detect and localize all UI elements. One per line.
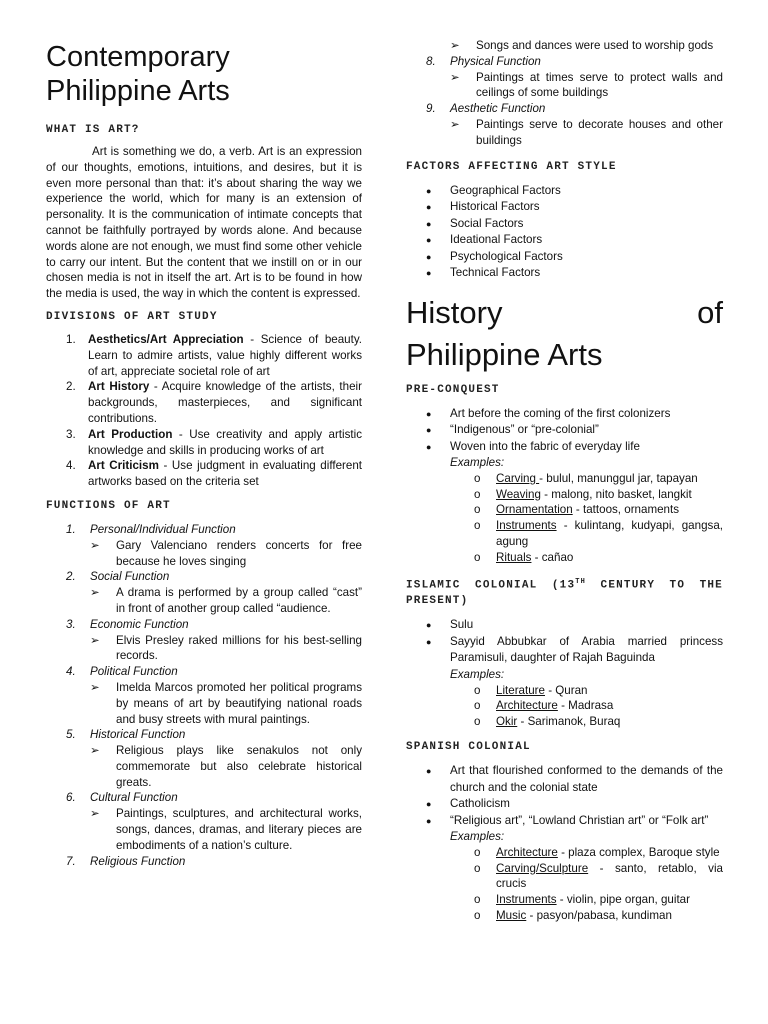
example-item: o Instruments - violin, pipe organ, guitar [474,893,690,907]
bullet-icon: ● [426,799,432,809]
list-item: 4. Art Criticism - Use judgment in evaluating different artworks based on the criteria set [66,459,362,489]
bullet-icon: ● [426,185,432,196]
function-item: 6. Cultural Function [66,791,178,805]
section-heading-spanish: SPANISH COLONIAL [406,741,531,753]
bullet-icon: ● [426,425,432,436]
bullet-icon: ● [426,251,432,262]
function-example: ➢ Paintings serve to decorate houses and other buildings [450,117,723,147]
circle-bullet-icon: o [474,908,481,922]
circle-bullet-icon: o [474,519,481,533]
list-item: ● Catholicism [426,796,723,813]
arrow-bullet-icon: ➢ [90,586,100,600]
arrow-bullet-icon: ➢ [90,538,100,552]
factors-list [406,183,723,282]
function-item: 8. Physical Function [426,54,541,68]
bullet-icon: ● [426,815,432,826]
arrow-bullet-icon: ➢ [450,39,460,52]
circle-bullet-icon: o [474,893,481,907]
bullet-icon: ● [426,441,432,452]
function-item: 3. Economic Function [66,617,189,631]
example-item: o Ornamentation - tattoos, ornaments [474,503,680,517]
example-item: o Architecture - Madrasa [474,699,614,713]
bullet-icon: ● [426,620,432,631]
examples-label: Examples: [450,667,505,681]
function-example: ➢ A drama is performed by a group called “cast” in front of another group called “audience. [90,586,362,615]
list-item: ● Psychological Factors [426,249,723,266]
circle-bullet-icon: o [474,550,481,564]
examples-label: Examples: [450,456,505,470]
examples-label: Examples: [450,830,505,843]
circle-bullet-icon: o [474,861,481,875]
function-example: ➢ Imelda Marcos promoted her political programs by means of art by beautifying national roads and busy streets with mural paintings. [90,680,362,726]
example-item: o Instruments - kulintang, kudyapi, gangsa, agung [474,519,723,549]
functions-list [46,522,362,870]
example-item: o Music - pasyon/pabasa, kundiman [474,908,672,922]
example-item: o Architecture - plaza complex, Baroque style [474,845,720,859]
what-is-art-paragraph: Art is something we do, a verb. Art is an expression of our thoughts, emotions, intuitions, and desires, but it is even more personal than that: it’s about sharing the way we experience the world, which for many is an extension of personality. It is the communication of intimate concepts that cannot be faithfully portrayed by words alone. And because words alone are not enough, we must find some other vehicle to carry our intent. But the content that we instill on or in our chosen media is not in itself the art. Art is to be found in how the media is used, the way in which the content is expressed. [46,145,362,301]
function-item: 2. Social Function [66,570,170,584]
function-item: 4. Political Function [66,665,178,679]
section-heading-what-is-art: WHAT IS ART? [46,124,140,136]
bullet-icon: ● [426,218,432,229]
document-title-line2: Philippine Arts [46,75,230,107]
circle-bullet-icon: o [474,487,481,501]
list-item: 3. Art Production - Use creativity and apply artistic knowledge and skills in producing works of art [66,427,362,457]
list-item: 1. Aesthetics/Art Appreciation - Science of beauty. Learn to admire artists, value highly different works of art, appreciate societal role of art [66,332,362,378]
function-item: 9. Aesthetic Function [426,102,546,116]
circle-bullet-icon: o [474,471,481,485]
list-item: ● “Religious art”, “Lowland Christian art” or “Folk art” [426,813,723,830]
function-example: ➢ Gary Valenciano renders concerts for free because he loves singing [90,538,362,568]
history-title-line1: History of [406,294,723,330]
arrow-bullet-icon: ➢ [90,744,100,758]
bullet-icon: ● [426,636,432,647]
bullet-icon: ● [426,235,432,246]
right-column [406,0,723,924]
bullet-icon: ● [426,202,432,213]
arrow-bullet-icon: ➢ [90,680,100,694]
list-item: ● Art that flourished conformed to the demands of the church and the colonial state [426,763,723,796]
function-item: 7. Religious Function [66,854,186,868]
list-item: ● Historical Factors [426,199,723,216]
list-item: ● Ideational Factors [426,232,723,249]
list-item: ● Woven into the fabric of everyday life [426,439,723,456]
list-item: ● “Indigenous” or “pre-colonial” [426,422,723,439]
document-title-line1: Contemporary [46,41,230,73]
example-item: o Okir - Sarimanok, Buraq [474,715,621,729]
list-item: ● Sayyid Abbubkar of Arabia married princess Paramisuli, daughter of Rajah Baguinda [426,634,723,667]
circle-bullet-icon: o [474,699,481,713]
divisions-list [46,332,362,490]
function-example: ➢ Elvis Presley raked millions for his best-selling records. [90,633,362,663]
section-heading-functions: FUNCTIONS OF ART [46,499,171,512]
left-column [46,0,362,869]
circle-bullet-icon: o [474,845,481,859]
circle-bullet-icon: o [474,715,481,729]
example-item: o Weaving - malong, nito basket, langkit [474,487,692,501]
example-item: o Literature - Quran [474,683,588,697]
bullet-icon: ● [426,268,432,279]
circle-bullet-icon: o [474,683,481,697]
function-item: 5. Historical Function [66,728,186,742]
arrow-bullet-icon: ➢ [450,70,460,84]
bullet-icon: ● [426,766,432,776]
example-item: o Carving/Sculpture - santo, retablo, via crucis [474,861,723,891]
section-heading-factors: FACTORS AFFECTING ART STYLE [406,160,617,173]
example-item: o Carving - bulul, manunggul jar, tapayan [474,471,698,485]
function-example: ➢ Religious plays like senakulos not only commemorate but also celebrate historical greats. [90,744,362,789]
list-item: ● Sulu [426,617,723,634]
list-item: ● Art before the coming of the first colonizers [426,406,723,423]
function-example: ➢ Paintings, sculptures, and architectural works, songs, dances, dramas, and literary pieces are embodiments of a nation’s culture. [90,807,362,852]
list-item: ● Technical Factors [426,265,723,282]
arrow-bullet-icon: ➢ [90,633,100,647]
list-item: ● Social Factors [426,216,723,233]
circle-bullet-icon: o [474,503,481,517]
section-heading-divisions: DIVISIONS OF ART STUDY [46,310,218,323]
section-heading-islamic: ISLAMIC COLONIAL (13TH CENTURY TO THE PRESENT) [406,577,723,608]
example-item: o Rituals - cañao [474,550,574,564]
function-example: ➢ Songs and dances were used to worship gods [450,39,714,52]
function-item: 1. Personal/Individual Function [66,522,236,536]
bullet-icon: ● [426,408,432,419]
list-item: ● Geographical Factors [426,183,723,200]
arrow-bullet-icon: ➢ [90,807,100,821]
section-heading-pre-conquest: PRE-CONQUEST [406,383,500,396]
history-title-line2: Philippine Arts [406,336,603,372]
list-item: 2. Art History - Acquire knowledge of the artists, their backgrounds, masterpieces, and significant contributions. [66,380,362,425]
function-example: ➢ Paintings at times serve to protect walls and ceilings of some buildings [450,70,723,100]
arrow-bullet-icon: ➢ [450,117,460,131]
